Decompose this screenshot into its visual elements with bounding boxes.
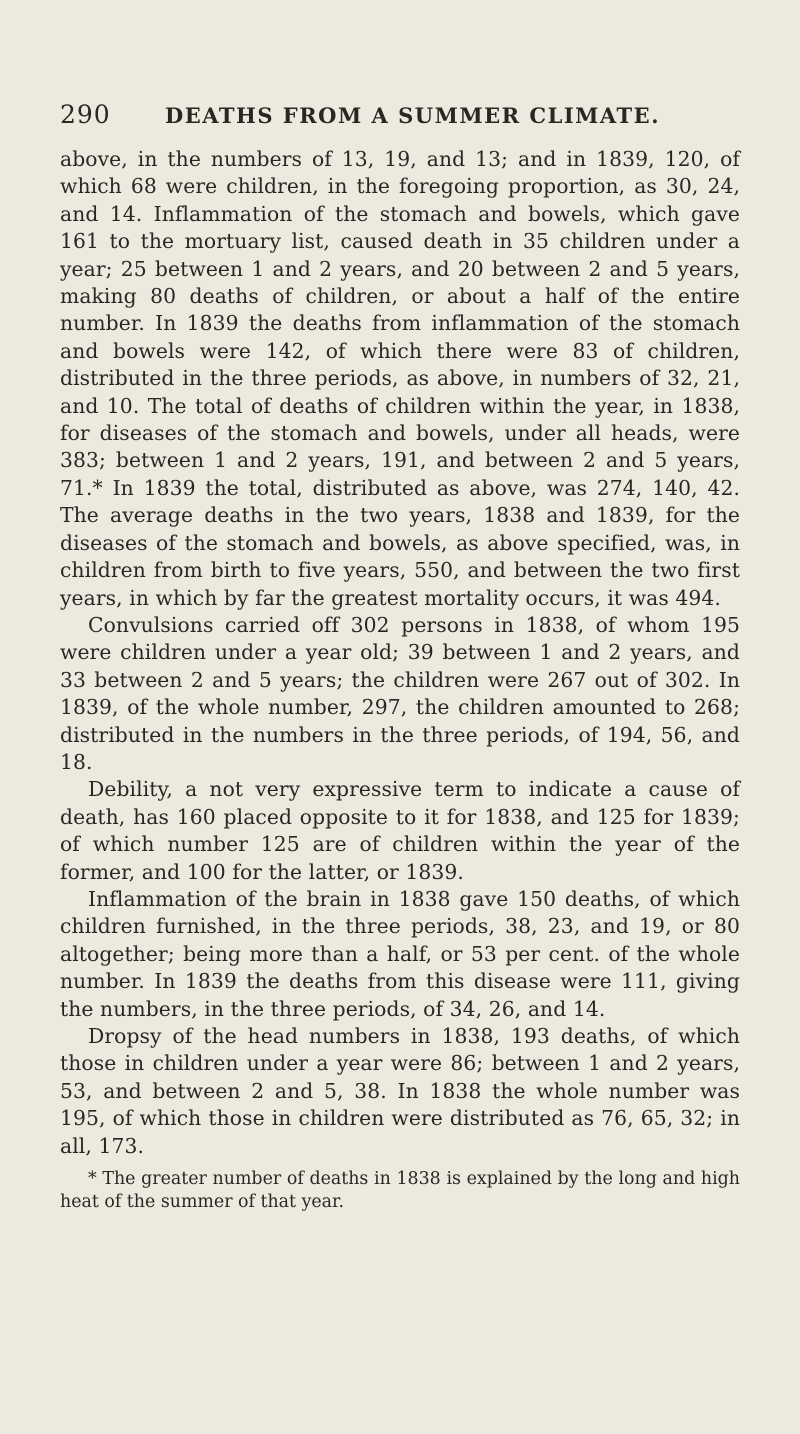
book-page bbox=[60, 100, 740, 1214]
paragraph-continuation: above, in the numbers of 13, 19, and 13; and in 1839, 120, of which 68 were children, in the foregoing proportion, as 30, 24, and 14. Inflammation of the stomach and bowels, which gave 161 to the mortuary list, caused death in 35 children under a year; 25 between 1 and 2 years, and 20 between 2 and 5 years, making 80 deaths of children, or about a half of the entire number. In 1839 the deaths from inflammation of the stomach and bowels were 142, of which there were 83 of children, distributed in the three periods, as above, in numbers of 32, 21, and 10. The total of deaths of children within the year, in 1838, for diseases of the stomach and bowels, under all heads, were 383; between 1 and 2 years, 191, and between 2 and 5 years, 71.* In 1839 the total, distributed as above, was 274, 140, 42. The average deaths in the two years, 1838 and 1839, for the diseases of the stomach and bowels, as above specified, was, in children from birth to five years, 550, and between the two first years, in which by far the greatest mortality occurs, it was 494. bbox=[60, 147, 740, 610]
running-head bbox=[60, 100, 740, 140]
body-text bbox=[60, 146, 740, 1160]
footnote: * The greater number of deaths in 1838 is explained by the long and high heat of the summer of that year. bbox=[60, 1169, 740, 1213]
paragraph-brain-inflammation: Inflammation of the brain in 1838 gave 150 deaths, of which children furnished, in the three periods, 38, 23, and 19, or 80 altogether; being more than a half, or 53 per cent. of the whole number. In 1839 the deaths from this disease were 111, giving the numbers, in the three periods, of 34, 26, and 14. bbox=[60, 886, 740, 1021]
paragraph-dropsy: Dropsy of the head numbers in 1838, 193 deaths, of which those in children under a year were 86; between 1 and 2 years, 53, and between 2 and 5, 38. In 1838 the whole number was 195, of which those in children were distributed as 76, 65, 32; in all, 173. bbox=[60, 1024, 740, 1158]
paragraph-convulsions: Convulsions carried off 302 persons in 1838, of whom 195 were children under a year old; 39 between 1 and 2 years, and 33 between 2 and 5 years; the children were 267 out of 302. In 1839, of the whole number, 297, the children amounted to 268; distributed in the numbers in the three periods, of 194, 56, and 18. bbox=[60, 612, 740, 774]
running-title: DEATHS FROM A SUMMER CLIMATE. bbox=[165, 103, 660, 128]
paragraph-debility: Debility, a not very expressive term to indicate a cause of death, has 160 placed opposite to it for 1838, and 125 for 1839; of which number 125 are of children within the year of the former, and 100 for the latter, or 1839. bbox=[60, 777, 740, 884]
page-number: 290 bbox=[60, 100, 111, 129]
